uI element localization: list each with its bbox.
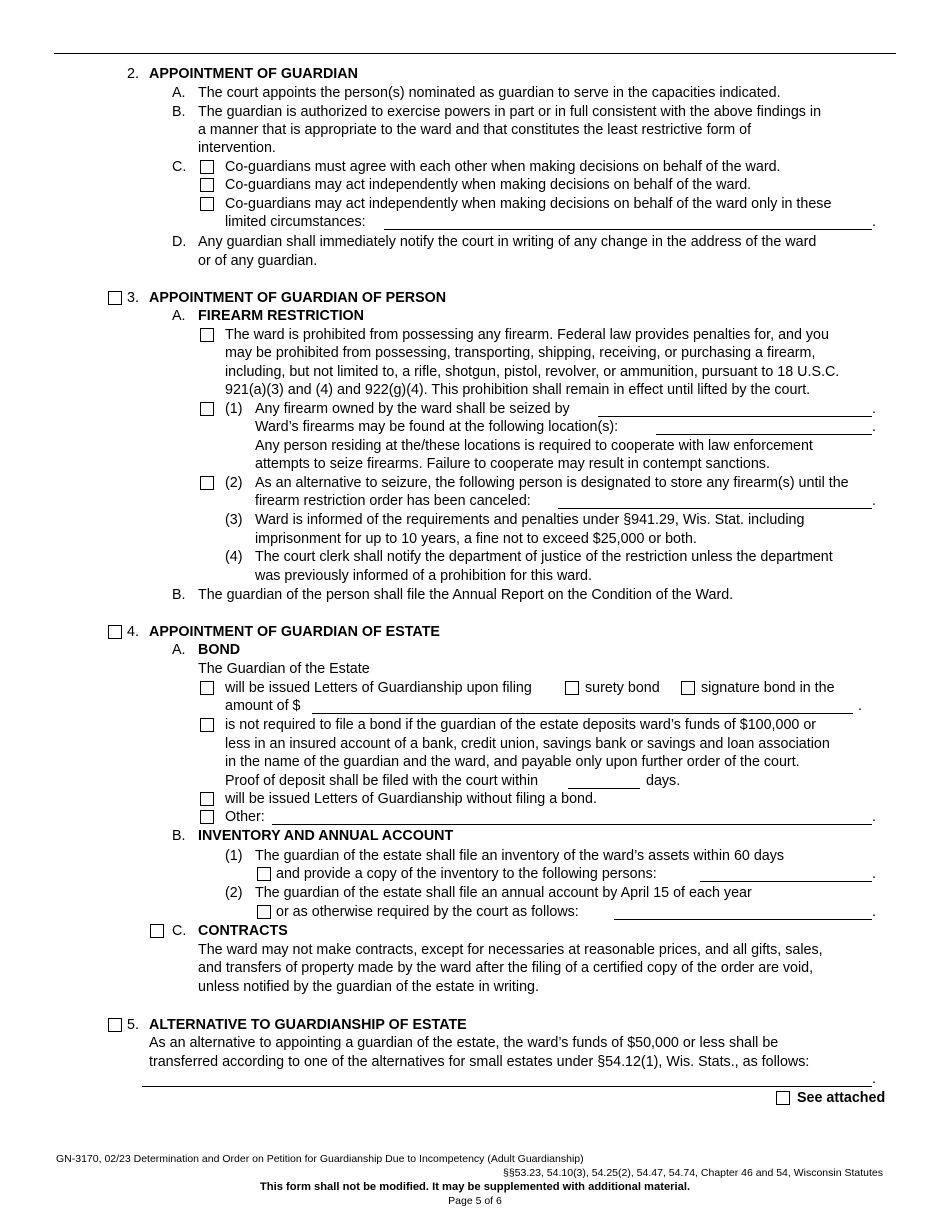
- s2-c-label: C.: [172, 159, 187, 175]
- item-4-text: was previously informed of a prohibition for this ward.: [255, 568, 592, 584]
- letters-upon-filing-label: will be issued Letters of Guardianship upon filing: [225, 680, 532, 696]
- header-rule: [54, 53, 896, 54]
- period: .: [872, 214, 876, 230]
- period: .: [872, 809, 876, 825]
- s3-b-label: B.: [172, 587, 186, 603]
- coguardians-independent-checkbox[interactable]: [200, 178, 214, 192]
- page-number: Page 5 of 6: [448, 1195, 502, 1207]
- section-3-number: 3.: [127, 290, 139, 306]
- see-attached-checkbox[interactable]: [776, 1091, 790, 1105]
- period: .: [872, 904, 876, 920]
- coguardians-must-agree-label: Co-guardians must agree with each other when making decisions on behalf of the ward.: [225, 159, 781, 175]
- coguardians-must-agree-checkbox[interactable]: [200, 160, 214, 174]
- no-bond-deposit-text: in the name of the guardian and the ward, and payable only upon further order of the court.: [225, 754, 800, 770]
- bond-intro: The Guardian of the Estate: [198, 661, 370, 677]
- section-5-number: 5.: [127, 1017, 139, 1033]
- s2-b-label: B.: [172, 104, 186, 120]
- coguardians-limited-label: Co-guardians may act independently when making decisions on behalf of the ward only in these: [225, 196, 832, 212]
- limited-circumstances-field[interactable]: [384, 229, 872, 230]
- bond-amount-label: amount of $: [225, 698, 301, 714]
- firearm-text: The ward is prohibited from possessing any firearm. Federal law provides penalties for, and you: [225, 327, 829, 343]
- item-1-text: Any firearm owned by the ward shall be seized by: [255, 401, 570, 417]
- signature-bond-checkbox[interactable]: [681, 681, 695, 695]
- section-5-title: ALTERNATIVE TO GUARDIANSHIP OF ESTATE: [149, 1017, 467, 1033]
- firearm-prohibited-checkbox[interactable]: [200, 328, 214, 342]
- statute-references: §§53.23, 54.10(3), 54.25(2), 54.47, 54.74, Chapter 46 and 54, Wisconsin Statutes: [503, 1167, 883, 1179]
- bond-other-label: Other:: [225, 809, 265, 825]
- section-4-number: 4.: [127, 624, 139, 640]
- s3-b-text: The guardian of the person shall file the Annual Report on the Condition of the Ward.: [198, 587, 734, 603]
- firearm-text: may be prohibited from possessing, transporting, shipping, receiving, or purchasing a firearm,: [225, 345, 816, 361]
- signature-bond-label: signature bond in the: [701, 680, 835, 696]
- contracts-title: CONTRACTS: [198, 923, 288, 939]
- no-bond-deposit-text: less in an insured account of a bank, credit union, savings bank or savings and loan association: [225, 736, 830, 752]
- inventory-2-text: The guardian of the estate shall file an annual account by April 15 of each year: [255, 885, 752, 901]
- item-4-text: The court clerk shall notify the department of justice of the restriction unless the department: [255, 549, 833, 565]
- form-id: GN-3170, 02/23 Determination and Order on Petition for Guardianship Due to Incompetency (Adult Guardianship): [56, 1153, 584, 1165]
- annual-account-other-checkbox[interactable]: [257, 905, 271, 919]
- s4-c-label: C.: [172, 923, 187, 939]
- item-1-text: attempts to seize firearms. Failure to cooperate may result in contempt sanctions.: [255, 456, 770, 472]
- s3-a-label: A.: [172, 308, 186, 324]
- inventory-copy-persons-field[interactable]: [700, 881, 872, 882]
- contracts-checkbox[interactable]: [150, 924, 164, 938]
- section-5-checkbox[interactable]: [108, 1018, 122, 1032]
- section-3-title: APPOINTMENT OF GUARDIAN OF PERSON: [149, 290, 447, 306]
- annual-account-other-label: or as otherwise required by the court as follows:: [276, 904, 579, 920]
- no-bond-deposit-text: Proof of deposit shall be filed with the court within: [225, 773, 539, 789]
- inventory-1-text: The guardian of the estate shall file an inventory of the ward’s assets within 60 days: [255, 848, 785, 864]
- item-3-text: imprisonment for up to 10 years, a fine not to exceed $25,000 or both.: [255, 531, 697, 547]
- item-1-text: Ward’s firearms may be found at the following location(s):: [255, 419, 619, 435]
- item-1-text: Any person residing at the/these locations is required to cooperate with law enforcement: [255, 438, 813, 454]
- section-4-checkbox[interactable]: [108, 625, 122, 639]
- letters-upon-filing-checkbox[interactable]: [200, 681, 214, 695]
- period: .: [872, 401, 876, 417]
- contracts-text: and transfers of property made by the ward after the filing of a certified copy of the order are void,: [198, 960, 814, 976]
- section-2-number: 2.: [127, 66, 139, 82]
- proof-of-deposit-days-field[interactable]: [568, 788, 640, 789]
- seized-by-field[interactable]: [598, 416, 872, 417]
- inventory-copy-checkbox[interactable]: [257, 867, 271, 881]
- letters-without-bond-checkbox[interactable]: [200, 792, 214, 806]
- bond-other-checkbox[interactable]: [200, 810, 214, 824]
- s4-a-label: A.: [172, 642, 186, 658]
- letters-without-bond-label: will be issued Letters of Guardianship without filing a bond.: [225, 791, 597, 807]
- s2-d-text: or of any guardian.: [198, 253, 318, 269]
- period: .: [872, 493, 876, 509]
- section-4-title: APPOINTMENT OF GUARDIAN OF ESTATE: [149, 624, 440, 640]
- firearm-locations-field[interactable]: [656, 434, 872, 435]
- item-4-number: (4): [225, 549, 243, 565]
- period: .: [872, 419, 876, 435]
- item-3-number: (3): [225, 512, 243, 528]
- firearm-text: 921(a)(3) and (4) and 922(g)(4). This prohibition shall remain in effect until lifted by the court.: [225, 382, 811, 398]
- section-5-text: transferred according to one of the alternatives for small estates under §54.12(1), Wis. Stats., as follows:: [149, 1054, 810, 1070]
- firearm-text: including, but not limited to, a rifle, shotgun, pistol, revolver, or ammunition, pursuant to 18 U.S.C.: [225, 364, 840, 380]
- section-3-checkbox[interactable]: [108, 291, 122, 305]
- coguardians-independent-label: Co-guardians may act independently when making decisions on behalf of the ward.: [225, 177, 752, 193]
- section-2-title: APPOINTMENT OF GUARDIAN: [149, 66, 358, 82]
- inventory-2-number: (2): [225, 885, 243, 901]
- item-2-text: As an alternative to seizure, the following person is designated to store any firearm(s) until the: [255, 475, 849, 491]
- small-estate-alternative-field[interactable]: [142, 1086, 872, 1087]
- item-2-number: (2): [225, 475, 243, 491]
- days-label: days.: [646, 773, 681, 789]
- coguardians-limited-label: limited circumstances:: [225, 214, 366, 230]
- annual-account-other-field[interactable]: [614, 919, 872, 920]
- bond-title: BOND: [198, 642, 241, 658]
- item-3-text: Ward is informed of the requirements and penalties under §941.29, Wis. Stat. including: [255, 512, 805, 528]
- period: .: [872, 1071, 876, 1087]
- s2-b-text: intervention.: [198, 140, 276, 156]
- s2-b-text: The guardian is authorized to exercise powers in part or in full consistent with the above findings in: [198, 104, 822, 120]
- firearm-seize-checkbox[interactable]: [200, 402, 214, 416]
- contracts-text: The ward may not make contracts, except for necessaries at reasonable prices, and all gifts, sales,: [198, 942, 823, 958]
- surety-bond-checkbox[interactable]: [565, 681, 579, 695]
- modification-notice: This form shall not be modified. It may be supplemented with additional material.: [259, 1181, 691, 1193]
- firearm-restriction-title: FIREARM RESTRICTION: [198, 308, 364, 324]
- inventory-1-number: (1): [225, 848, 243, 864]
- s2-b-text: a manner that is appropriate to the ward and that constitutes the least restrictive form of: [198, 122, 752, 138]
- s4-b-label: B.: [172, 828, 186, 844]
- s2-d-label: D.: [172, 234, 187, 250]
- period: .: [858, 698, 862, 714]
- see-attached-label: See attached: [797, 1090, 886, 1106]
- firearm-storage-checkbox[interactable]: [200, 476, 214, 490]
- s2-a-label: A.: [172, 85, 186, 101]
- no-bond-deposit-text: is not required to file a bond if the guardian of the estate deposits ward’s funds of $100,000 or: [225, 717, 817, 733]
- surety-bond-label: surety bond: [585, 680, 660, 696]
- no-bond-deposit-checkbox[interactable]: [200, 718, 214, 732]
- item-1-number: (1): [225, 401, 243, 417]
- bond-other-field[interactable]: [272, 824, 872, 825]
- s2-d-text: Any guardian shall immediately notify the court in writing of any change in the address of the ward: [198, 234, 817, 250]
- contracts-text: unless notified by the guardian of the estate in writing.: [198, 979, 539, 995]
- s2-a-text: The court appoints the person(s) nominated as guardian to serve in the capacities indicated.: [198, 85, 781, 101]
- section-5-text: As an alternative to appointing a guardian of the estate, the ward’s funds of $50,000 or less shall be: [149, 1035, 779, 1051]
- inventory-copy-label: and provide a copy of the inventory to the following persons:: [276, 866, 657, 882]
- firearm-storage-person-field[interactable]: [558, 508, 872, 509]
- coguardians-limited-checkbox[interactable]: [200, 197, 214, 211]
- bond-amount-field[interactable]: [312, 713, 853, 714]
- item-2-text: firearm restriction order has been canceled:: [255, 493, 531, 509]
- period: .: [872, 866, 876, 882]
- inventory-title: INVENTORY AND ANNUAL ACCOUNT: [198, 828, 454, 844]
